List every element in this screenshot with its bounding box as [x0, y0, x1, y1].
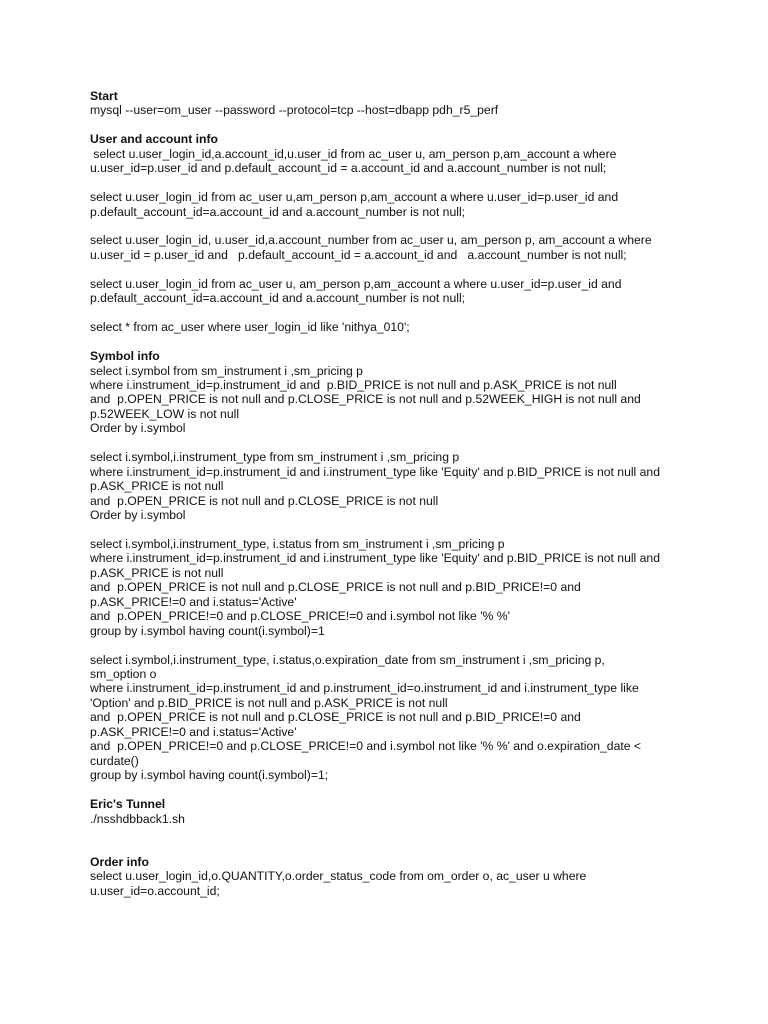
spacer [90, 262, 690, 276]
spacer [90, 118, 690, 132]
section-order [90, 855, 690, 898]
spacer [90, 335, 690, 349]
sql-line: curdate() [90, 753, 139, 768]
section-title-tunnel: Eric's Tunnel [90, 797, 166, 812]
sql-line: p.default_account_id=a.account_id and a.account_number is not null; [90, 291, 466, 306]
sql-line: p.ASK_PRICE is not null [90, 479, 224, 494]
sql-query-block [90, 190, 690, 219]
sql-line: select u.user_login_id,o.QUANTITY,o.order_status_code from om_order o, ac_user u where [90, 869, 587, 884]
sql-line: Order by i.symbol [90, 508, 186, 523]
sql-line: u.user_id = p.user_id and p.default_account_id = a.account_id and a.account_number is not null; [90, 247, 627, 262]
spacer [90, 219, 690, 233]
spacer [90, 522, 690, 536]
sql-line: select i.symbol,i.instrument_type from sm_instrument i ,sm_pricing p [90, 450, 460, 465]
start-command-line: mysql --user=om_user --password --protocol=tcp --host=dbapp pdh_r5_perf [90, 103, 499, 118]
sql-query-block [90, 233, 690, 262]
sql-line: select i.symbol,i.instrument_type, i.status from sm_instrument i ,sm_pricing p [90, 536, 505, 551]
section-user-account [90, 132, 690, 334]
sql-line: and p.OPEN_PRICE is not null and p.CLOSE_PRICE is not null and p.52WEEK_HIGH is not null and [90, 392, 641, 407]
sql-line: where i.instrument_id=p.instrument_id and i.instrument_type like 'Equity' and p.BID_PRICE is not null and [90, 551, 660, 566]
sql-line: u.user_id=p.user_id and p.default_account_id = a.account_id and a.account_number is not null; [90, 161, 607, 176]
sql-line: p.ASK_PRICE!=0 and i.status='Active' [90, 594, 297, 609]
section-start [90, 89, 690, 118]
sql-line: select u.user_login_id,a.account_id,u.user_id from ac_user u, am_person p,am_account a where [90, 146, 617, 161]
sql-query-block [90, 653, 690, 783]
sql-line: u.user_id=o.account_id; [90, 883, 220, 898]
sql-line: group by i.symbol having count(i.symbol)=1; [90, 768, 329, 783]
sql-query-block [90, 537, 690, 638]
sql-line: where i.instrument_id=p.instrument_id and i.instrument_type like 'Equity' and p.BID_PRICE is not null and [90, 464, 660, 479]
spacer [90, 826, 690, 840]
sql-line: Order by i.symbol [90, 421, 186, 436]
sql-line: where i.instrument_id=p.instrument_id and p.instrument_id=o.instrument_id and i.instrument_type like [90, 681, 639, 696]
sql-line: select * from ac_user where user_login_id like 'nithya_010'; [90, 320, 410, 335]
sql-line: group by i.symbol having count(i.symbol)=1 [90, 623, 325, 638]
spacer [90, 638, 690, 652]
sql-line: select u.user_login_id, u.user_id,a.account_number from ac_user u, am_person p, am_account a where [90, 233, 652, 248]
sql-query-block [90, 320, 690, 334]
sql-line: and p.OPEN_PRICE!=0 and p.CLOSE_PRICE!=0 and i.symbol not like '% %' [90, 609, 510, 624]
sql-query-block [90, 450, 690, 522]
sql-query-block [90, 364, 690, 436]
section-title-user-account: User and account info [90, 132, 218, 147]
sql-line: select u.user_login_id from ac_user u, am_person p,am_account a where u.user_id=p.user_id and [90, 276, 622, 291]
sql-line: p.52WEEK_LOW is not null [90, 406, 240, 421]
sql-line: p.ASK_PRICE!=0 and i.status='Active' [90, 724, 297, 739]
sql-line: and p.OPEN_PRICE!=0 and p.CLOSE_PRICE!=0 and i.symbol not like '% %' and o.expiration_date < [90, 739, 642, 754]
sql-line: and p.OPEN_PRICE is not null and p.CLOSE_PRICE is not null and p.BID_PRICE!=0 and [90, 710, 581, 725]
sql-line: p.ASK_PRICE is not null [90, 565, 224, 580]
sql-line: select u.user_login_id from ac_user u,am_person p,am_account a where u.user_id=p.user_id and [90, 190, 619, 205]
sql-line: select i.symbol,i.instrument_type, i.status,o.expiration_date from sm_instrument i ,sm_pricing p, [90, 652, 605, 667]
spacer [90, 306, 690, 320]
section-symbol [90, 349, 690, 783]
sql-line: where i.instrument_id=p.instrument_id and p.BID_PRICE is not null and p.ASK_PRICE is not null [90, 377, 617, 392]
section-title-start: Start [90, 89, 118, 103]
spacer [90, 436, 690, 450]
spacer [90, 176, 690, 190]
document-body [90, 89, 690, 898]
sql-line: p.default_account_id=a.account_id and a.account_number is not null; [90, 204, 466, 219]
section-title-symbol: Symbol info [90, 349, 160, 364]
sql-line: and p.OPEN_PRICE is not null and p.CLOSE_PRICE is not null [90, 493, 439, 508]
sql-query-block [90, 277, 690, 306]
sql-query-block [90, 147, 690, 176]
sql-line: and p.OPEN_PRICE is not null and p.CLOSE_PRICE is not null and p.BID_PRICE!=0 and [90, 580, 581, 595]
section-title-order: Order info [90, 854, 149, 869]
sql-line: 'Option' and p.BID_PRICE is not null and p.ASK_PRICE is not null [90, 695, 448, 710]
section-tunnel [90, 797, 690, 826]
sql-line: select i.symbol from sm_instrument i ,sm_pricing p [90, 363, 363, 378]
tunnel-command-line: ./nsshdbback1.sh [90, 811, 185, 826]
spacer [90, 840, 690, 854]
spacer [90, 783, 690, 797]
sql-line: sm_option o [90, 666, 157, 681]
